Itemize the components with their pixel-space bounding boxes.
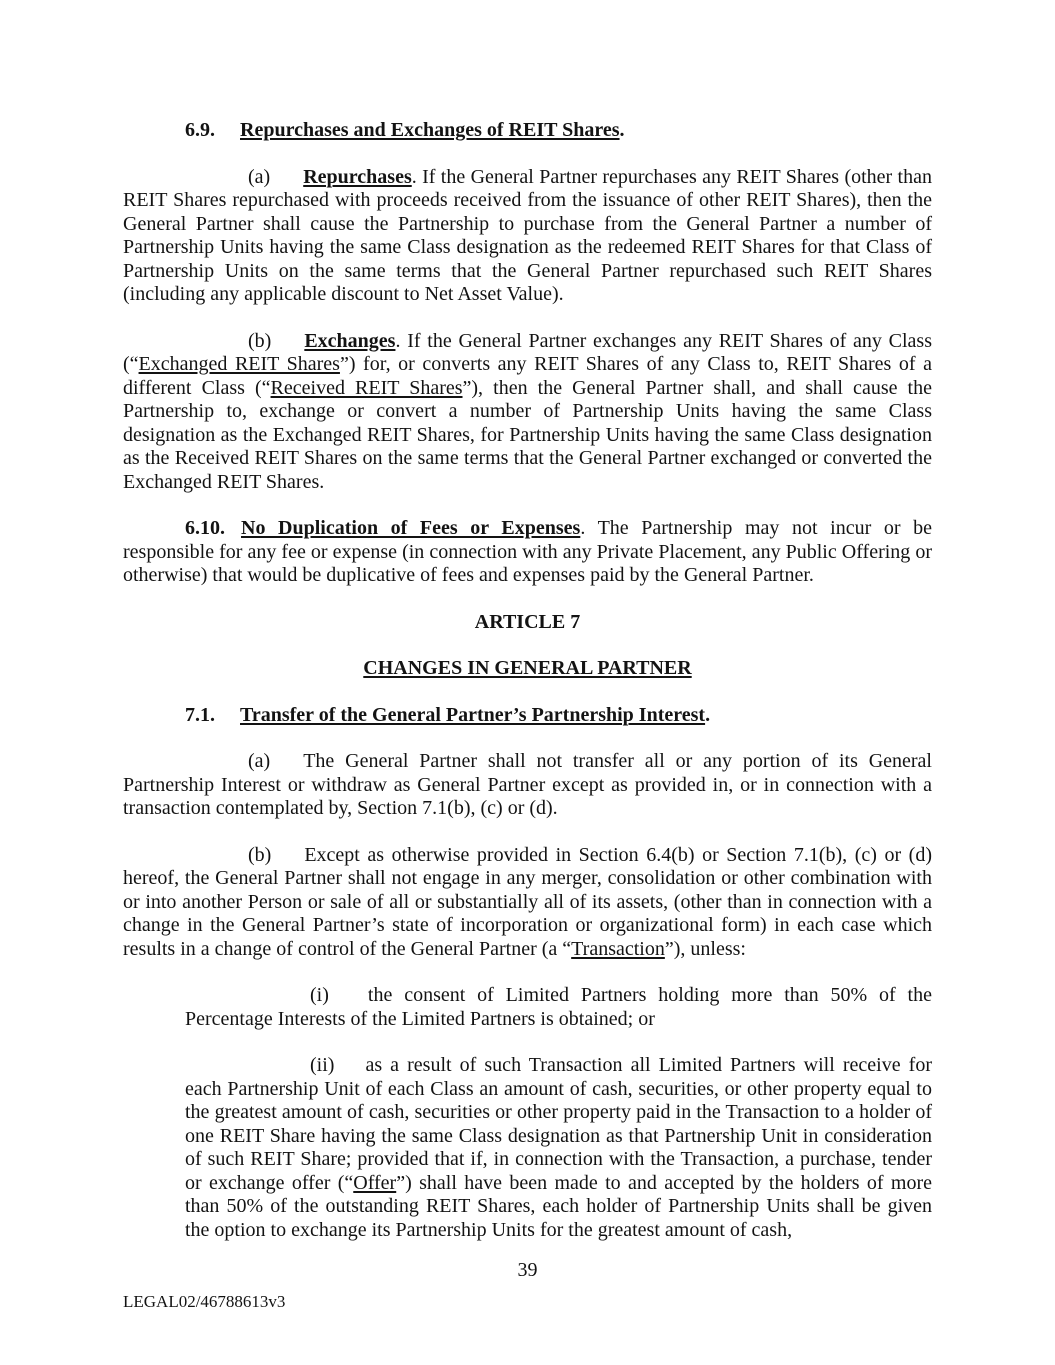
text-segment: The General Partner shall not transfer all or any portion of its General Partnership Interest or withdraw as General Partner except as provided in, or in connection with a transaction contemplated by, Section 7.1(b), (c) or (d). <box>123 750 932 819</box>
text-segment: Offer <box>353 1171 397 1194</box>
text-segment: ”), then the General Partner shall, and shall cause the Partnership to, exchange or convert a number of Partnership Units having the same Class designation as the Exchanged REIT Shares, for Partnership Units having the same Class designation as the Received REIT Shares on the same terms that the General Partner exchanged or converted the Exchanged REIT Shares. <box>123 376 932 493</box>
para-6-9-b <box>123 330 932 495</box>
text-segment: Repurchases <box>303 165 412 188</box>
text-segment: Transfer of the General Partner’s Partnership Interest <box>240 703 706 726</box>
text-segment: ”), unless: <box>664 937 746 960</box>
text-segment: . If the General Partner repurchases any REIT Shares (other than REIT Shares repurchased with proceeds received from the issuance of other REIT Shares), then the General Partner shall cause the Partnership to purchase from the General Partner a number of Partnership Units having the same Class designation as the redeemed REIT Shares for that Class of Partnership Units on the same terms that the General Partner repurchased such REIT Shares (including any applicable discount to Net Asset Value). <box>123 165 932 305</box>
text-segment: (b) <box>248 843 272 866</box>
text-segment: (i) <box>310 984 329 1006</box>
text-segment: (a) <box>248 750 271 772</box>
text-segment: (a) <box>248 165 271 188</box>
clause-ii <box>185 1054 932 1242</box>
text-segment: Repurchases and Exchanges of REIT Shares <box>240 119 620 141</box>
article-7-heading <box>123 611 932 635</box>
text-segment: Exchanged REIT Shares <box>138 353 340 375</box>
text-segment: Transaction <box>571 937 665 960</box>
para-6-10 <box>123 517 932 588</box>
text-segment: (ii) <box>310 1054 335 1076</box>
page-content <box>123 119 932 1265</box>
text-segment: . The Partnership may not incur or be responsible for any fee or expense (in connection with any Private Placement, any Public Offering or otherwise) that would be duplicative of fees and expenses paid by the General Partner. <box>123 517 932 586</box>
heading-6-9 <box>123 119 932 143</box>
text-segment: CHANGES IN GENERAL PARTNER <box>363 657 692 679</box>
para-7-1-b <box>123 844 932 962</box>
text-segment: . If the General Partner exchanges any REIT Shares of any Class (“ <box>123 329 932 375</box>
text-segment: Except as otherwise provided in Section 6.4(b) or Section 7.1(b), (c) or (d) hereof, the General Partner shall not engage in any merger, consolidation or other combination with or into another Person or sale of all or substantially all of its assets, (other than in connection with a change in the General Partner’s state of incorporation or organizational form) in each case which results in a change of control of the General Partner (a “ <box>123 843 932 960</box>
para-6-9-a <box>123 166 932 307</box>
article-7-title <box>123 657 932 681</box>
text-segment: . <box>705 703 711 726</box>
text-segment: ”) for, or converts any REIT Shares of any Class to, REIT Shares of a different Class (“ <box>123 353 932 399</box>
page-number: 39 <box>517 1259 538 1281</box>
text-segment: ARTICLE 7 <box>474 610 581 633</box>
document-id-footer: LEGAL02/46788613v3 <box>123 1292 286 1311</box>
text-segment: (b) <box>248 329 272 352</box>
heading-7-1 <box>123 704 932 728</box>
text-segment: Exchanges <box>304 329 396 352</box>
clause-i <box>185 984 932 1031</box>
text-segment: as a result of such Transaction all Limited Partners will receive for each Partnership Unit of each Class an amount of cash, securities, or other property equal to the greatest amount of cash, securities or other property paid in the Transaction to a holder of one REIT Share having the same Class designation as that Partnership Unit in consideration of such REIT Share; provided that if, in connection with the Transaction, a purchase, tender or exchange offer (“ <box>185 1054 932 1194</box>
text-segment: 7.1. <box>185 703 215 726</box>
text-segment: . <box>619 119 625 141</box>
para-7-1-a <box>123 750 932 821</box>
text-segment: 6.9. <box>185 119 215 141</box>
text-segment: the consent of Limited Partners holding more than 50% of the Percentage Interests of the Limited Partners is obtained; or <box>185 984 932 1030</box>
text-segment: ”) shall have been made to and accepted by the holders of more than 50% of the outstanding REIT Shares, each holder of Partnership Units shall be given the option to exchange its Partnership Units for the greatest amount of cash, <box>185 1171 932 1241</box>
text-segment: 6.10. <box>185 517 225 539</box>
text-segment: Received REIT Shares <box>270 376 463 399</box>
text-segment: No Duplication of Fees or Expenses <box>241 517 581 539</box>
